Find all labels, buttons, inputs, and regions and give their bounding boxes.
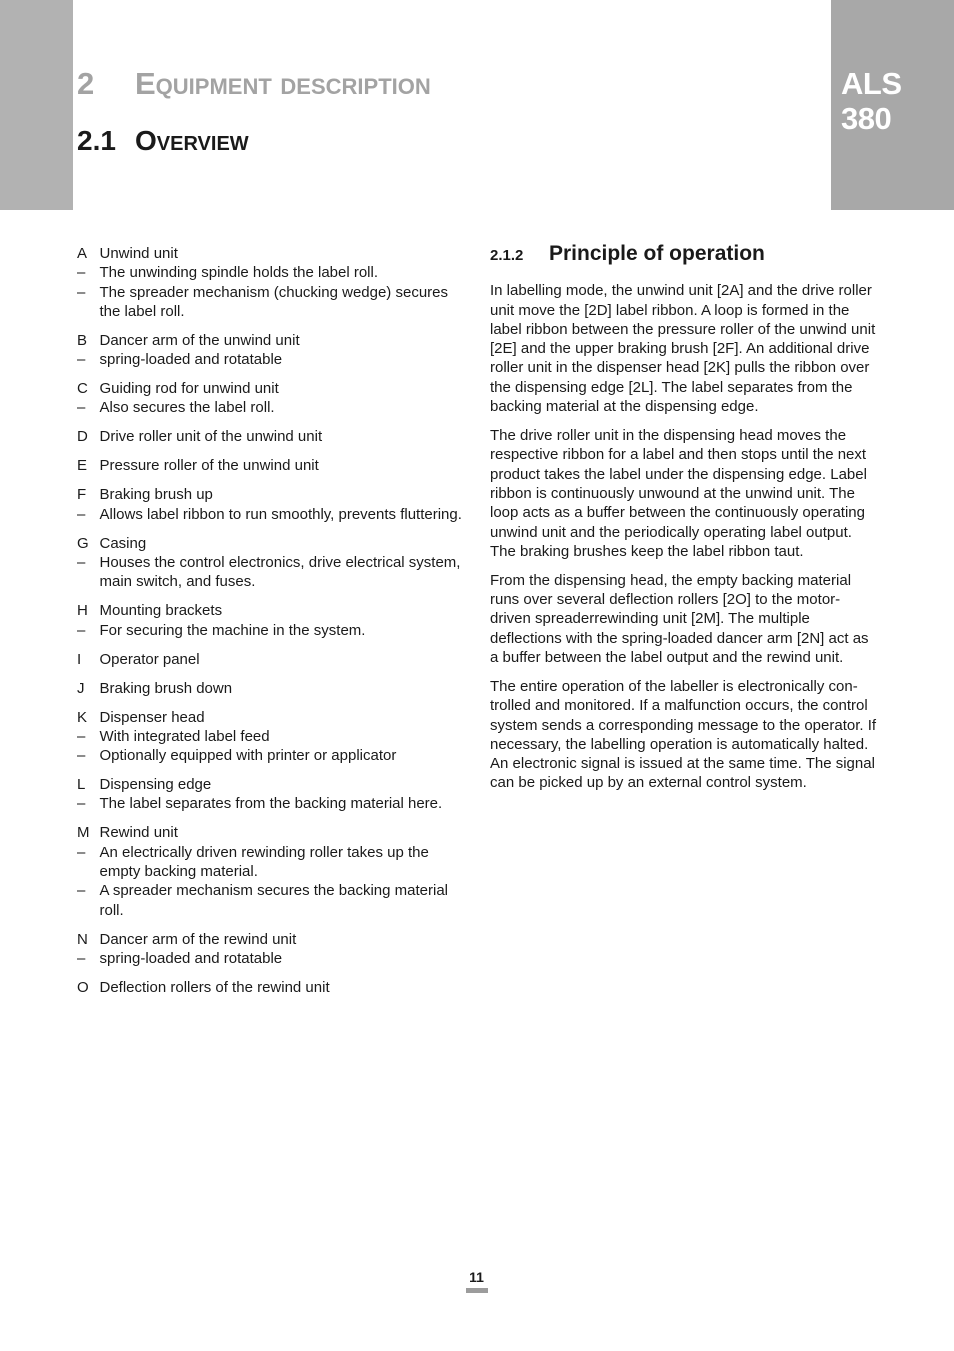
component-note-text: A spreader mechanism secures the backing material roll. xyxy=(99,882,449,919)
component-name: Braking brush down xyxy=(99,679,233,697)
component-heading xyxy=(77,244,467,263)
component-name: Operator panel xyxy=(99,650,200,668)
component-letter: I xyxy=(77,650,82,668)
product-name-line1: ALS xyxy=(841,66,902,101)
component-letter: D xyxy=(77,428,88,446)
header-band-left xyxy=(0,0,73,210)
component-note xyxy=(77,746,467,765)
section-number: 2.1 xyxy=(77,125,116,156)
dash-marker: – xyxy=(77,399,86,417)
component-note-text: spring-loaded and rotatable xyxy=(99,351,283,369)
component-letter: B xyxy=(77,331,88,349)
component-note-text: Also secures the label roll. xyxy=(99,399,275,417)
component-note xyxy=(77,949,467,968)
component-letter: L xyxy=(77,776,86,794)
component-letter: A xyxy=(77,245,88,262)
component-name: Dancer arm of the unwind unit xyxy=(99,331,300,349)
dash-marker: – xyxy=(77,351,86,369)
component-letter: C xyxy=(77,380,88,398)
component-name: Mounting brackets xyxy=(99,602,223,620)
component-heading xyxy=(77,456,467,475)
component-letter: E xyxy=(77,457,88,475)
principle-section xyxy=(490,244,880,802)
chapter-heading xyxy=(77,66,431,102)
component-note-text: Houses the control electronics, drive electrical system, main switch, and fuses. xyxy=(99,553,461,591)
component-item xyxy=(77,485,467,524)
dash-marker: – xyxy=(77,747,86,765)
principle-paragraph: In labelling mode, the unwind unit [2A] and the drive roller unit move the [2D] label ribbon. A loop is formed in the label ribbon between the pressure roller of the unwind unit [2E] and the upper braking brush [2F]. An additional drive roller unit in the dispenser head [2K] pulls the ribbon over the dispensing edge [2L]. The label separates from the backing material at the dispensing edge. xyxy=(490,282,876,416)
page-number-underline xyxy=(466,1288,488,1293)
component-item xyxy=(77,930,467,969)
component-note xyxy=(77,398,467,417)
component-name: Pressure roller of the unwind unit xyxy=(99,457,319,475)
component-letter: G xyxy=(77,534,89,552)
component-heading xyxy=(77,978,467,997)
component-note-text: The spreader mechanism (chucking wedge) secures the label roll. xyxy=(99,283,448,320)
product-name-line2: 380 xyxy=(841,101,892,136)
component-item xyxy=(77,823,467,919)
component-note-text: An electrically driven rewinding roller takes up the empty backing material. xyxy=(99,843,429,880)
component-heading xyxy=(77,930,467,949)
component-letter: F xyxy=(77,486,87,504)
principle-paragraph: The drive roller unit in the dispensing head moves the respective ribbon for a label and then stops until the next product takes the label under the dispensing edge. Label ribbon is continuously unwound at the unwind unit. The loop acts as a buffer between the continuously operating unwind unit and the periodically operating label output. The braking brushes keep the label ribbon taut. xyxy=(490,427,867,560)
component-item xyxy=(77,427,467,446)
dash-marker: – xyxy=(77,882,86,900)
component-item xyxy=(77,534,467,592)
component-note xyxy=(77,794,467,813)
principle-paragraph: The entire operation of the labeller is electronically controlled and monitored. If a malfunction occurs, the control system sends a corresponding message to the operator. If necessary, the labelling operation is automatically halted. An electronic signal is issued at the same time. The signal can be picked up by an external control system. xyxy=(490,678,877,792)
component-item xyxy=(77,456,467,475)
section-title: Overview xyxy=(135,125,249,156)
dash-marker: – xyxy=(77,553,86,571)
component-item xyxy=(77,379,467,418)
component-note xyxy=(77,843,467,882)
dash-marker: – xyxy=(77,949,86,967)
dash-marker: – xyxy=(77,505,86,523)
component-name: Braking brush up xyxy=(99,486,213,504)
component-note xyxy=(77,350,467,369)
principle-title: Principle of operation xyxy=(549,242,765,265)
product-name xyxy=(841,66,902,136)
dash-marker: – xyxy=(77,621,86,639)
component-list xyxy=(77,244,467,1007)
component-note-text: The label separates from the backing material here. xyxy=(99,795,443,813)
component-note xyxy=(77,263,467,282)
component-item xyxy=(77,244,467,321)
component-item xyxy=(77,601,467,640)
dash-marker: – xyxy=(77,264,86,282)
principle-number: 2.1.2 xyxy=(490,247,524,264)
component-item xyxy=(77,679,467,698)
component-note xyxy=(77,505,467,524)
component-heading xyxy=(77,650,467,669)
component-name: Drive roller unit of the unwind unit xyxy=(99,428,323,446)
component-note xyxy=(77,727,467,746)
component-letter: M xyxy=(77,824,90,842)
component-item xyxy=(77,775,467,814)
component-heading xyxy=(77,708,467,727)
principle-heading xyxy=(490,244,880,265)
component-note-text: For securing the machine in the system. xyxy=(99,621,366,639)
dash-marker: – xyxy=(77,843,86,861)
component-note xyxy=(77,283,467,322)
component-name: Casing xyxy=(99,534,147,552)
chapter-number: 2 xyxy=(77,66,95,101)
component-name: Unwind unit xyxy=(99,245,178,262)
component-item xyxy=(77,978,467,997)
component-heading xyxy=(77,601,467,620)
component-heading xyxy=(77,679,467,698)
component-letter: H xyxy=(77,602,88,620)
component-note-text: The unwinding spindle holds the label roll. xyxy=(99,264,379,282)
component-note-text: spring-loaded and rotatable xyxy=(99,949,283,967)
component-note xyxy=(77,881,467,920)
component-heading xyxy=(77,379,467,398)
component-letter: N xyxy=(77,930,88,948)
component-heading xyxy=(77,823,467,842)
component-item xyxy=(77,331,467,370)
section-heading xyxy=(77,125,249,157)
component-item xyxy=(77,650,467,669)
component-letter: K xyxy=(77,708,88,726)
component-name: Rewind unit xyxy=(99,824,178,842)
component-note-text: With integrated label feed xyxy=(99,727,270,745)
chapter-title: Equipment description xyxy=(135,66,431,101)
component-name: Dispenser head xyxy=(99,708,205,726)
dash-marker: – xyxy=(77,795,86,813)
component-name: Dancer arm of the rewind unit xyxy=(99,930,297,948)
component-note-text: Optionally equipped with printer or applicator xyxy=(99,747,397,765)
component-heading xyxy=(77,485,467,504)
page-number: 11 xyxy=(469,1269,484,1285)
component-item xyxy=(77,708,467,766)
component-name: Guiding rod for unwind unit xyxy=(99,380,279,398)
dash-marker: – xyxy=(77,283,86,301)
component-note xyxy=(77,621,467,640)
dash-marker: – xyxy=(77,727,86,745)
principle-paragraph: From the dispensing head, the empty backing material runs over several deflection rollers [2O] to the motor-driven spreaderrewinding unit [2M]. The multiple deflections with the spring-loaded dancer arm [2N] act as a buffer between the label output and the rewind unit. xyxy=(490,571,869,667)
component-heading xyxy=(77,331,467,350)
component-heading xyxy=(77,775,467,794)
component-letter: J xyxy=(77,679,85,697)
component-heading xyxy=(77,534,467,553)
component-heading xyxy=(77,427,467,446)
component-letter: O xyxy=(77,978,89,996)
component-note-text: Allows label ribbon to run smoothly, prevents fluttering. xyxy=(99,505,462,523)
component-note xyxy=(77,553,467,592)
component-name: Deflection rollers of the rewind unit xyxy=(99,978,330,996)
component-name: Dispensing edge xyxy=(99,776,212,794)
